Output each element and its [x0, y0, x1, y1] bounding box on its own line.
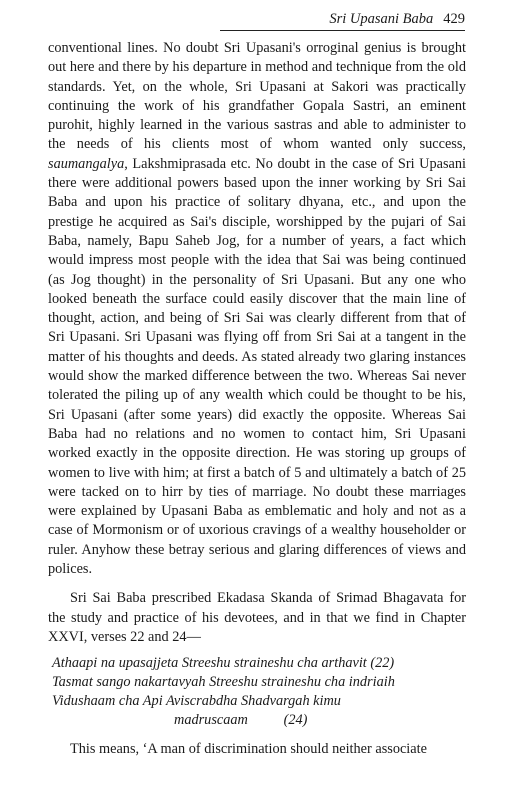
paragraph-1 [48, 39, 466, 579]
paragraph-1-emphasis: saumangalya [48, 155, 125, 172]
page-number: 429 [443, 11, 465, 27]
running-title: Sri Upasani Baba [329, 11, 434, 27]
paragraph-2: Sri Sai Baba prescribed Ekadasa Skanda of Srimad Bhagavata for the study and practice of his devotees, and in that we find in Chapter XXVI, verses 22 and 24— [48, 590, 466, 645]
sanskrit-verse [52, 654, 466, 730]
paragraph-1-text-a: conventional lines. No doubt Sri Upasani's orroginal genius is brought out here and there by his departure in method and technique from the old standards. Yet, on the whole, Sri Upasani at Sakori was practically continuing the work of his grandfather Gopala Sastri, an eminent purohit, highly learned in the various sastras and able to administer to the needs of his clients most of whom wanted only success, [48, 40, 466, 153]
verse-line-1: Athaapi na upasajjeta Streeshu straineshu cha arthavit (22) [52, 655, 395, 672]
running-header [220, 11, 465, 31]
verse-line-2: Tasmat sango nakartavyah Streeshu straineshu cha indriaih [52, 674, 395, 691]
verse-line-3: Vidushaam cha Api Aviscrabdha Shadvargah kimu [52, 693, 341, 710]
verse-line-4: madruscaam (24) [174, 712, 308, 729]
paragraph-3: This means, ‘A man of discrimination should neither associate [70, 741, 427, 758]
body-text [48, 39, 466, 760]
paragraph-1-text-b: , Lakshmiprasada etc. No doubt in the case of Sri Upasani there were additional powers based upon the inner working by Sri Sai Baba and upon his practice of solitary dhyana, etc., and upon the prestige he acquired as Sai's disciple, worshipped by the pujari of Sai Baba, namely, Bapu Saheb Jog, for a number of years, a fact which would impress most people with the idea that Sai was being continued (as Jog thought) in the personality of Sri Upasani. But any one who looked beneath the surface could easily discover that the main line of thought, action, and being of Sri Sai was clearly different from that of Sri Upasani. Sri Upasani was flying off from Sri Sai at a tangent in the matter of his thoughts and deeds. As stated already two glaring instances would show the marked difference between the two. Whereas Sai never tolerated the piling up of any wealth which could be thought to be his, Sri Upasani (after some years) did exactly the opposite. Whereas Sai Baba had no relations and no women to contact him, Sri Upasani worked exactly in the opposite direction. He was storing up groups of women to live with him; at first a batch of 5 and ultimately a batch of 25 were tacked on to hirr by ties of marriage. No doubt these marriages were explained by Upasani Baba as emblematic and holy and not as a case of Mormonism or of uxorious cravings of a wealthy householder or ruler. Anyhow these betray serious and glaring differences of views and polices. [48, 155, 466, 578]
